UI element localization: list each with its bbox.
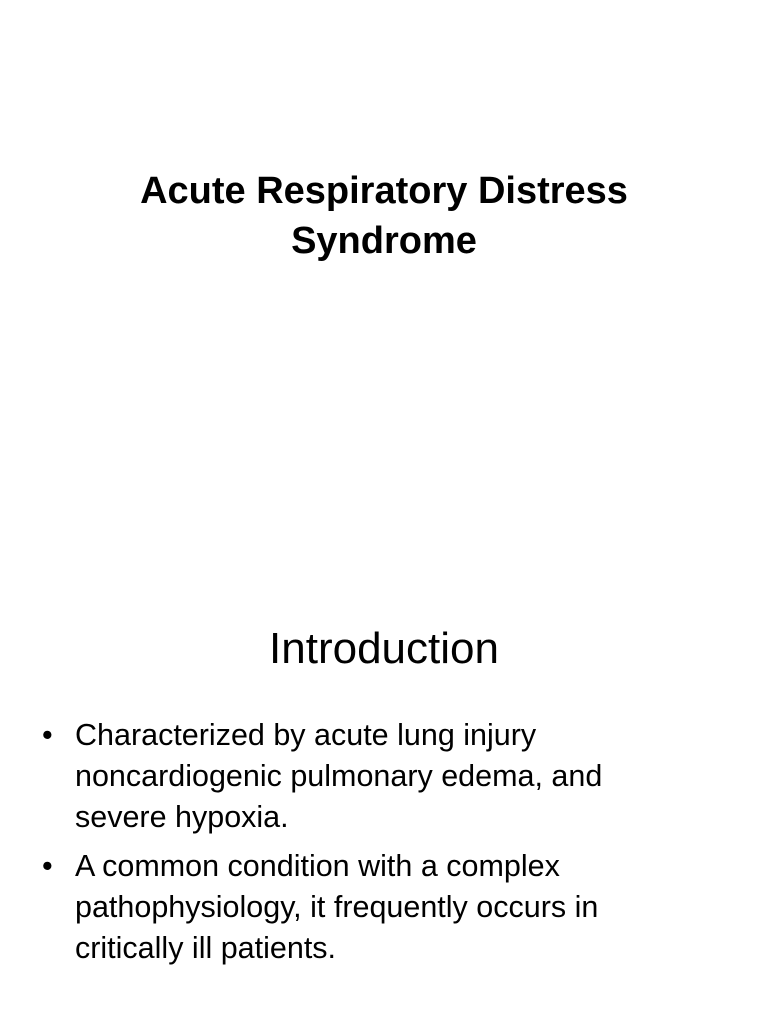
introduction-slide (0, 512, 768, 1024)
bullet-item (42, 846, 732, 969)
bullet-item (42, 715, 732, 838)
bullet-line: severe hypoxia. (75, 800, 289, 834)
slide-title (0, 166, 768, 266)
bullet-line: noncardiogenic pulmonary edema, and (75, 759, 603, 793)
bullet-line: A common condition with a complex (75, 849, 560, 883)
slide-title-line-2: Syndrome (291, 220, 477, 262)
bullet-marker: • (42, 849, 53, 883)
bullet-list (42, 715, 732, 977)
bullet-marker: • (42, 718, 53, 752)
bullet-line: critically ill patients. (75, 931, 337, 965)
section-title: Introduction (269, 624, 499, 673)
slide-title-line-1: Acute Respiratory Distress (140, 170, 628, 212)
bullet-line: Characterized by acute lung injury (75, 718, 537, 752)
bullet-line: pathophysiology, it frequently occurs in (75, 890, 599, 924)
